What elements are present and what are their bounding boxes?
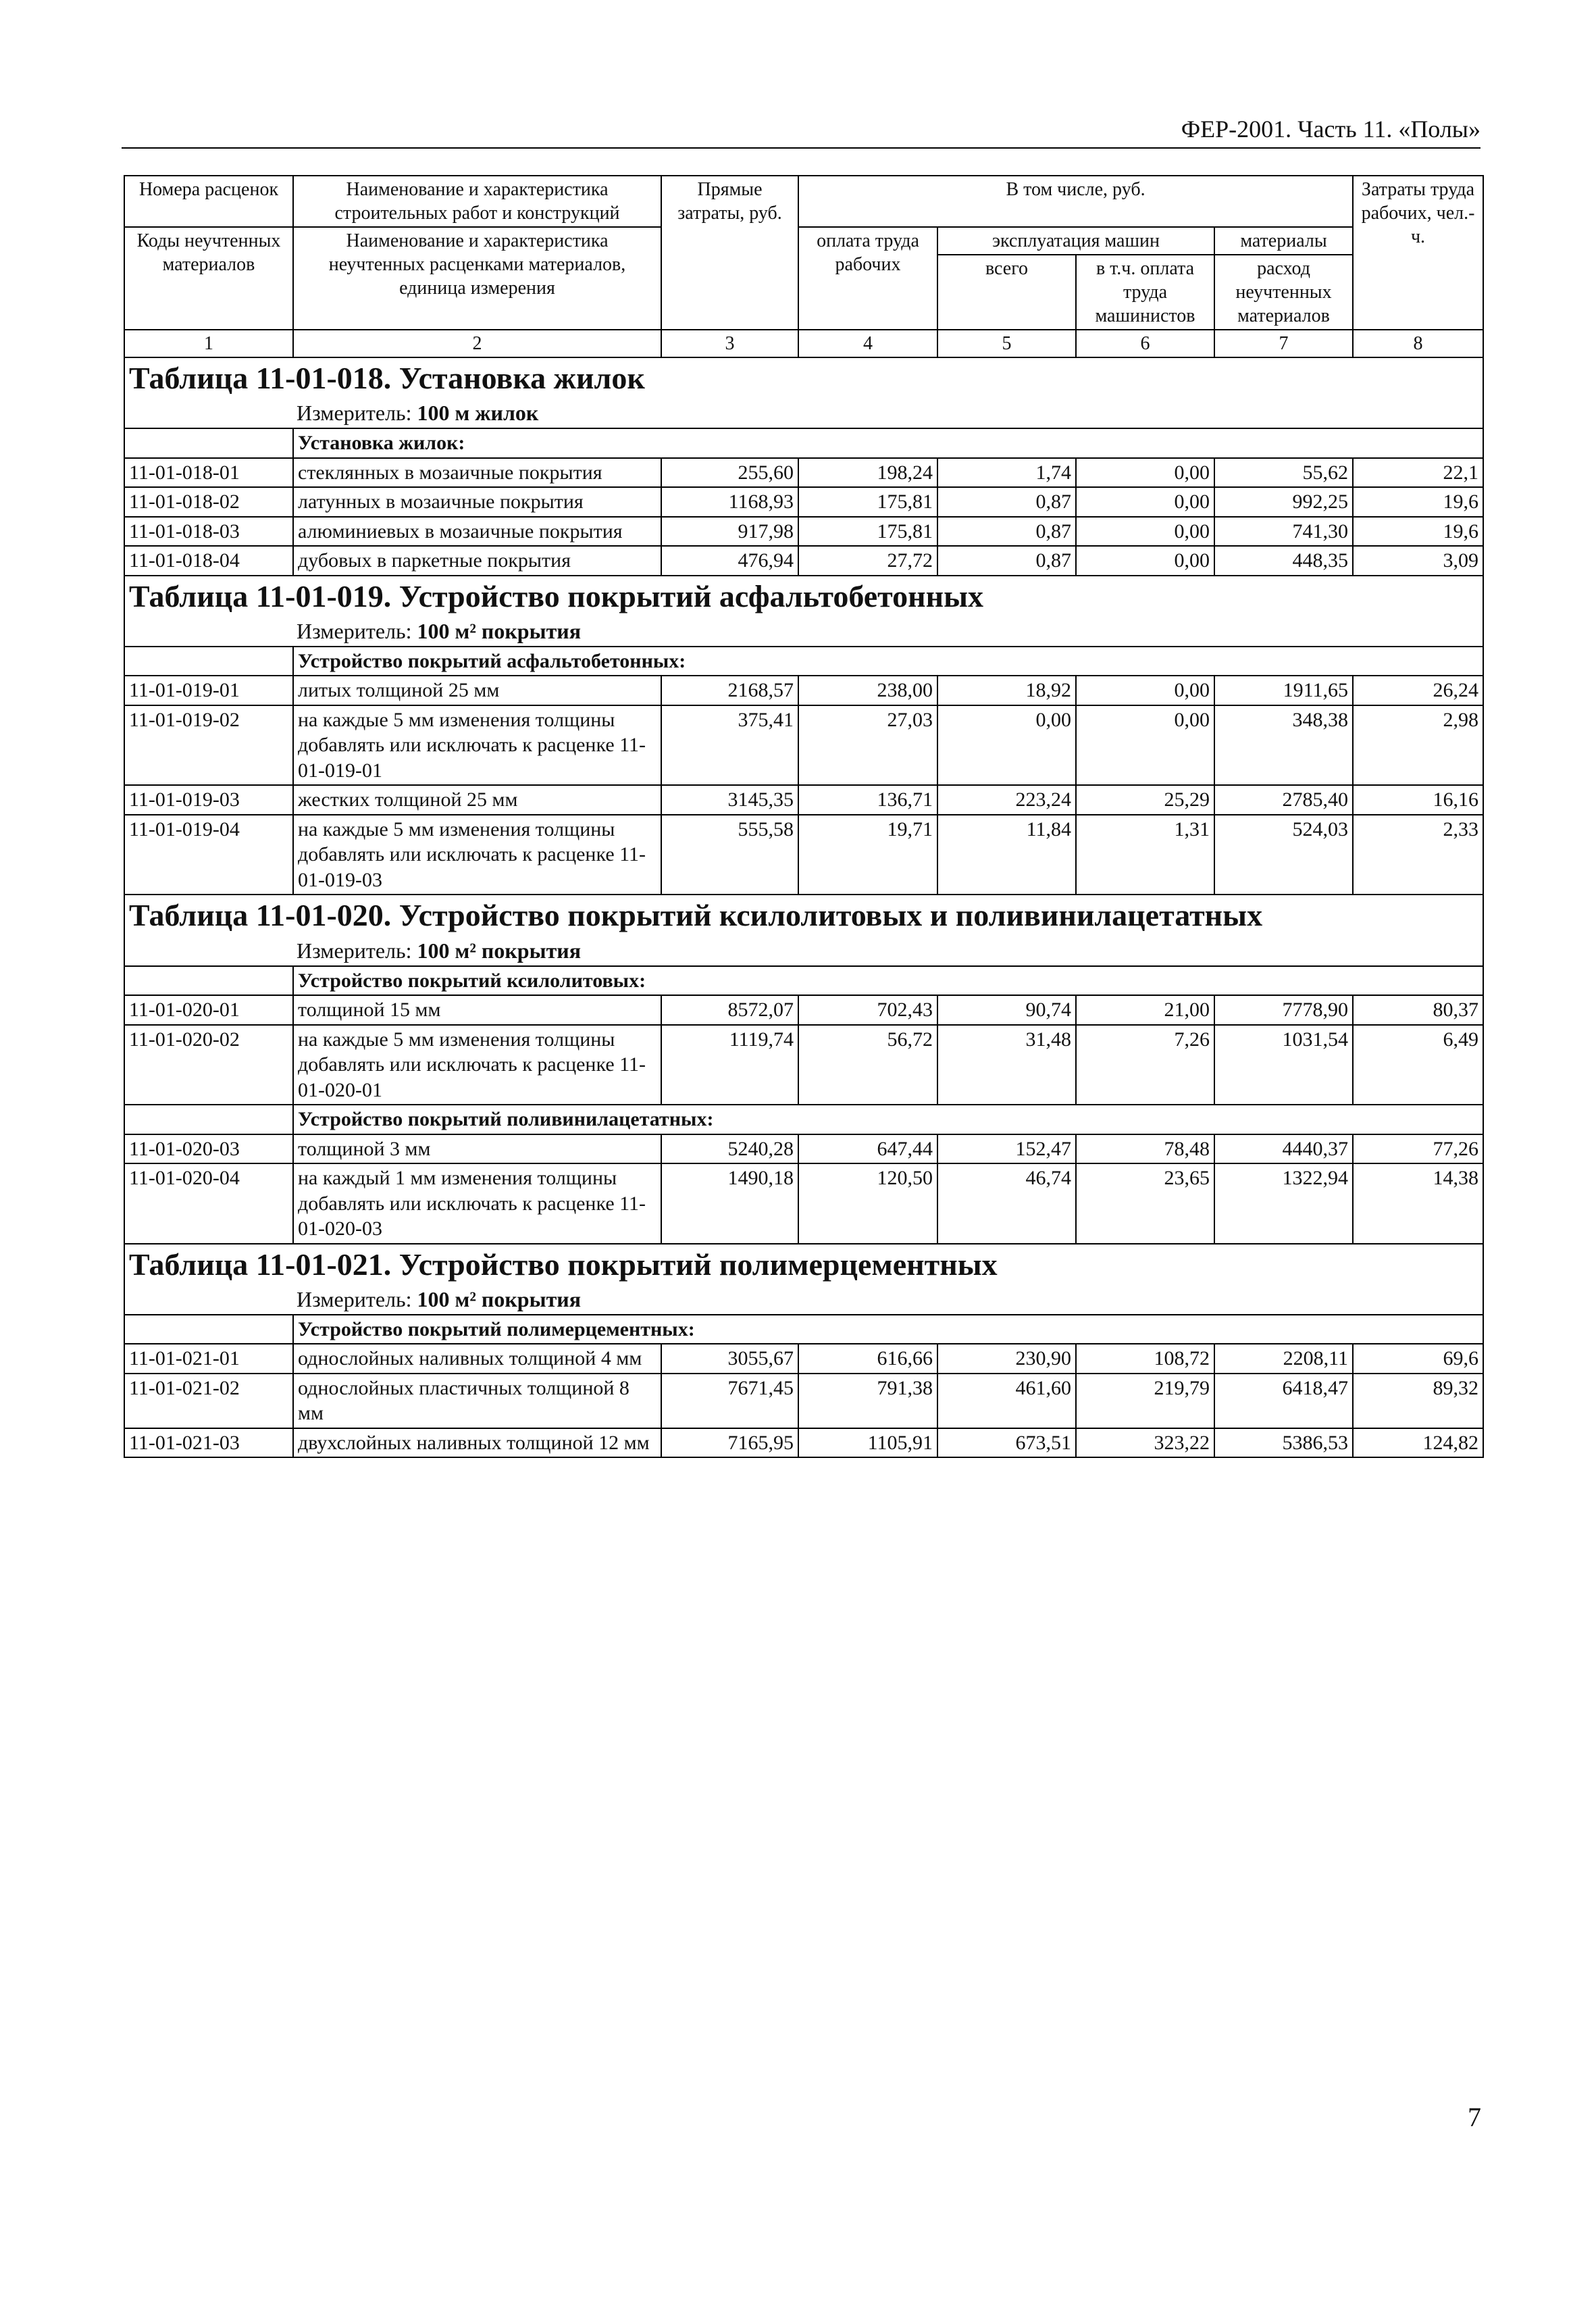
header-work-name: Наименование и характеристика строительных работ и конструкций <box>293 176 661 227</box>
direct-costs-cell: 7165,95 <box>661 1428 798 1458</box>
column-number: 8 <box>1353 330 1483 357</box>
machines-total-cell: 31,48 <box>937 1025 1076 1105</box>
machinist-pay-cell: 1,31 <box>1076 815 1214 895</box>
labor-hours-cell: 16,16 <box>1353 785 1483 815</box>
worker-pay-cell: 175,81 <box>798 517 937 547</box>
machinist-pay-cell: 0,00 <box>1076 458 1214 488</box>
worker-pay-cell: 647,44 <box>798 1134 937 1164</box>
header-worker-pay: оплата труда рабочих <box>798 227 937 330</box>
work-name-cell: однослойных наливных толщиной 4 мм <box>293 1344 661 1374</box>
work-name-cell: толщиной 15 мм <box>293 995 661 1025</box>
labor-hours-cell: 3,09 <box>1353 546 1483 576</box>
machinist-pay-cell: 78,48 <box>1076 1134 1214 1164</box>
header-material-usage: расход неучтенных материалов <box>1214 255 1353 330</box>
materials-cell: 55,62 <box>1214 458 1353 488</box>
rate-code-cell: 11-01-019-02 <box>124 705 293 786</box>
materials-cell: 741,30 <box>1214 517 1353 547</box>
measure-unit <box>297 937 1478 964</box>
rate-code-cell: 11-01-021-03 <box>124 1428 293 1458</box>
materials-cell: 1911,65 <box>1214 676 1353 705</box>
labor-hours-cell: 14,38 <box>1353 1163 1483 1244</box>
rate-code-cell: 11-01-018-04 <box>124 546 293 576</box>
column-number: 7 <box>1214 330 1353 357</box>
work-name-cell: литых толщиной 25 мм <box>293 676 661 705</box>
rate-code-cell: 11-01-021-01 <box>124 1344 293 1374</box>
rate-code-cell: 11-01-019-03 <box>124 785 293 815</box>
work-name-cell: алюминиевых в мозаичные покрытия <box>293 517 661 547</box>
rate-code-cell: 11-01-018-03 <box>124 517 293 547</box>
table-title: Таблица 11-01-018. Установка жилок <box>129 361 645 395</box>
table-title: Таблица 11-01-020. Устройство покрытий ксилолитовых и поливинилацетатных <box>129 898 1263 933</box>
materials-cell: 6418,47 <box>1214 1374 1353 1428</box>
measure-value: 100 м² покрытия <box>417 938 582 963</box>
work-name-cell: на каждые 5 мм изменения толщины добавлять или исключать к расценке 11-01-019-03 <box>293 815 661 895</box>
labor-hours-cell: 80,37 <box>1353 995 1483 1025</box>
table-row <box>124 546 1483 576</box>
column-numbers-row <box>124 330 1483 357</box>
direct-costs-cell: 555,58 <box>661 815 798 895</box>
header-materials: материалы <box>1214 227 1353 255</box>
rate-code-cell: 11-01-019-01 <box>124 676 293 705</box>
subheader-spacer <box>124 1315 293 1344</box>
direct-costs-cell: 1168,93 <box>661 487 798 517</box>
table-row <box>124 815 1483 895</box>
rate-code-cell: 11-01-020-01 <box>124 995 293 1025</box>
labor-hours-cell: 6,49 <box>1353 1025 1483 1105</box>
machinist-pay-cell: 219,79 <box>1076 1374 1214 1428</box>
rates-table <box>124 175 1484 1458</box>
materials-cell: 2785,40 <box>1214 785 1353 815</box>
measure-label: Измеритель: <box>297 618 412 643</box>
table-row <box>124 705 1483 786</box>
materials-cell: 448,35 <box>1214 546 1353 576</box>
group-subheader: Устройство покрытий ксилолитовых: <box>293 966 1483 996</box>
machines-total-cell: 0,87 <box>937 546 1076 576</box>
measure-unit <box>297 618 1478 645</box>
page-number: 7 <box>1468 2102 1481 2132</box>
table-title: Таблица 11-01-021. Устройство покрытий полимерцементных <box>129 1247 998 1282</box>
worker-pay-cell: 1105,91 <box>798 1428 937 1458</box>
measure-label: Измеритель: <box>297 938 412 963</box>
direct-costs-cell: 1119,74 <box>661 1025 798 1105</box>
table-row <box>124 676 1483 705</box>
labor-hours-cell: 2,33 <box>1353 815 1483 895</box>
machinist-pay-cell: 23,65 <box>1076 1163 1214 1244</box>
rate-code-cell: 11-01-018-01 <box>124 458 293 488</box>
worker-pay-cell: 702,43 <box>798 995 937 1025</box>
machines-total-cell: 0,87 <box>937 487 1076 517</box>
direct-costs-cell: 917,98 <box>661 517 798 547</box>
column-number: 3 <box>661 330 798 357</box>
worker-pay-cell: 791,38 <box>798 1374 937 1428</box>
labor-hours-cell: 77,26 <box>1353 1134 1483 1164</box>
group-subheader: Устройство покрытий асфальтобетонных: <box>293 647 1483 676</box>
worker-pay-cell: 56,72 <box>798 1025 937 1105</box>
direct-costs-cell: 5240,28 <box>661 1134 798 1164</box>
table-row <box>124 995 1483 1025</box>
direct-costs-cell: 2168,57 <box>661 676 798 705</box>
table-row <box>124 458 1483 488</box>
rate-code-cell: 11-01-020-04 <box>124 1163 293 1244</box>
work-name-cell: на каждые 5 мм изменения толщины добавлять или исключать к расценке 11-01-019-01 <box>293 705 661 786</box>
subheader-spacer <box>124 966 293 996</box>
machines-total-cell: 230,90 <box>937 1344 1076 1374</box>
rate-code-cell: 11-01-018-02 <box>124 487 293 517</box>
direct-costs-cell: 476,94 <box>661 546 798 576</box>
materials-cell: 1322,94 <box>1214 1163 1353 1244</box>
machinist-pay-cell: 323,22 <box>1076 1428 1214 1458</box>
table-row <box>124 1428 1483 1458</box>
materials-cell: 524,03 <box>1214 815 1353 895</box>
table-row <box>124 1374 1483 1428</box>
direct-costs-cell: 8572,07 <box>661 995 798 1025</box>
work-name-cell: стеклянных в мозаичные покрытия <box>293 458 661 488</box>
column-number: 2 <box>293 330 661 357</box>
worker-pay-cell: 136,71 <box>798 785 937 815</box>
labor-hours-cell: 19,6 <box>1353 487 1483 517</box>
machinist-pay-cell: 0,00 <box>1076 487 1214 517</box>
table-section-title <box>124 895 1483 965</box>
column-number: 6 <box>1076 330 1214 357</box>
machines-total-cell: 673,51 <box>937 1428 1076 1458</box>
direct-costs-cell: 255,60 <box>661 458 798 488</box>
table-row <box>124 785 1483 815</box>
header-material-name: Наименование и характеристика неучтенных расценками материалов, единица измерения <box>293 227 661 330</box>
table-row <box>124 1344 1483 1374</box>
machines-total-cell: 46,74 <box>937 1163 1076 1244</box>
work-name-cell: двухслойных наливных толщиной 12 мм <box>293 1428 661 1458</box>
header-machines: эксплуатация машин <box>937 227 1214 255</box>
group-subheader: Установка жилок: <box>293 428 1483 458</box>
rate-code-cell: 11-01-021-02 <box>124 1374 293 1428</box>
machines-total-cell: 0,00 <box>937 705 1076 786</box>
machines-total-cell: 152,47 <box>937 1134 1076 1164</box>
measure-unit <box>297 1286 1478 1313</box>
subheader-spacer <box>124 647 293 676</box>
materials-cell: 4440,37 <box>1214 1134 1353 1164</box>
materials-cell: 7778,90 <box>1214 995 1353 1025</box>
header-machines-total: всего <box>937 255 1076 330</box>
subheader-spacer <box>124 1105 293 1134</box>
measure-label: Измеритель: <box>297 401 412 426</box>
machinist-pay-cell: 0,00 <box>1076 676 1214 705</box>
table-row <box>124 517 1483 547</box>
labor-hours-cell: 22,1 <box>1353 458 1483 488</box>
worker-pay-cell: 238,00 <box>798 676 937 705</box>
work-name-cell: жестких толщиной 25 мм <box>293 785 661 815</box>
machinist-pay-cell: 108,72 <box>1076 1344 1214 1374</box>
machinist-pay-cell: 25,29 <box>1076 785 1214 815</box>
rate-code-cell: 11-01-019-04 <box>124 815 293 895</box>
materials-cell: 5386,53 <box>1214 1428 1353 1458</box>
materials-cell: 992,25 <box>1214 487 1353 517</box>
work-name-cell: однослойных пластичных толщиной 8 мм <box>293 1374 661 1428</box>
direct-costs-cell: 7671,45 <box>661 1374 798 1428</box>
worker-pay-cell: 27,03 <box>798 705 937 786</box>
subheader-spacer <box>124 428 293 458</box>
header-including: В том числе, руб. <box>798 176 1353 227</box>
measure-value: 100 м² покрытия <box>417 618 582 643</box>
direct-costs-cell: 3145,35 <box>661 785 798 815</box>
rate-code-cell: 11-01-020-02 <box>124 1025 293 1105</box>
labor-hours-cell: 69,6 <box>1353 1344 1483 1374</box>
header-rate-numbers: Номера расценок <box>124 176 293 227</box>
table-row <box>124 1163 1483 1244</box>
group-subheader: Устройство покрытий полимерцементных: <box>293 1315 1483 1344</box>
column-number: 5 <box>937 330 1076 357</box>
materials-cell: 348,38 <box>1214 705 1353 786</box>
direct-costs-cell: 3055,67 <box>661 1344 798 1374</box>
labor-hours-cell: 19,6 <box>1353 517 1483 547</box>
column-number: 4 <box>798 330 937 357</box>
page-header: ФЕР-2001. Часть 11. «Полы» <box>122 115 1481 149</box>
worker-pay-cell: 175,81 <box>798 487 937 517</box>
machinist-pay-cell: 0,00 <box>1076 546 1214 576</box>
labor-hours-cell: 2,98 <box>1353 705 1483 786</box>
worker-pay-cell: 27,72 <box>798 546 937 576</box>
table-row <box>124 1134 1483 1164</box>
header-material-codes: Коды неучтенных материалов <box>124 227 293 330</box>
work-name-cell: толщиной 3 мм <box>293 1134 661 1164</box>
materials-cell: 1031,54 <box>1214 1025 1353 1105</box>
machines-total-cell: 11,84 <box>937 815 1076 895</box>
machines-total-cell: 0,87 <box>937 517 1076 547</box>
worker-pay-cell: 616,66 <box>798 1344 937 1374</box>
work-name-cell: латунных в мозаичные покрытия <box>293 487 661 517</box>
table-section-title <box>124 576 1483 647</box>
work-name-cell: на каждые 5 мм изменения толщины добавлять или исключать к расценке 11-01-020-01 <box>293 1025 661 1105</box>
worker-pay-cell: 120,50 <box>798 1163 937 1244</box>
measure-value: 100 м жилок <box>417 401 539 426</box>
labor-hours-cell: 89,32 <box>1353 1374 1483 1428</box>
machinist-pay-cell: 0,00 <box>1076 705 1214 786</box>
machines-total-cell: 90,74 <box>937 995 1076 1025</box>
header-labor-hours: Затраты труда рабочих, чел.-ч. <box>1353 176 1483 330</box>
header-machinist-pay: в т.ч. оплата труда машинистов <box>1076 255 1214 330</box>
table-row <box>124 1025 1483 1105</box>
machines-total-cell: 18,92 <box>937 676 1076 705</box>
group-subheader: Устройство покрытий поливинилацетатных: <box>293 1105 1483 1134</box>
machines-total-cell: 1,74 <box>937 458 1076 488</box>
machinist-pay-cell: 7,26 <box>1076 1025 1214 1105</box>
table-row <box>124 487 1483 517</box>
labor-hours-cell: 124,82 <box>1353 1428 1483 1458</box>
column-number: 1 <box>124 330 293 357</box>
machines-total-cell: 461,60 <box>937 1374 1076 1428</box>
materials-cell: 2208,11 <box>1214 1344 1353 1374</box>
labor-hours-cell: 26,24 <box>1353 676 1483 705</box>
measure-value: 100 м² покрытия <box>417 1286 582 1311</box>
work-name-cell: на каждый 1 мм изменения толщины добавлять или исключать к расценке 11-01-020-03 <box>293 1163 661 1244</box>
table-title: Таблица 11-01-019. Устройство покрытий асфальтобетонных <box>129 578 984 613</box>
machines-total-cell: 223,24 <box>937 785 1076 815</box>
table-section-title <box>124 1244 1483 1315</box>
measure-unit <box>297 399 1478 426</box>
direct-costs-cell: 1490,18 <box>661 1163 798 1244</box>
work-name-cell: дубовых в паркетные покрытия <box>293 546 661 576</box>
direct-costs-cell: 375,41 <box>661 705 798 786</box>
worker-pay-cell: 19,71 <box>798 815 937 895</box>
worker-pay-cell: 198,24 <box>798 458 937 488</box>
table-section-title <box>124 357 1483 428</box>
machinist-pay-cell: 21,00 <box>1076 995 1214 1025</box>
rate-code-cell: 11-01-020-03 <box>124 1134 293 1164</box>
header-direct-costs: Прямые затраты, руб. <box>661 176 798 330</box>
machinist-pay-cell: 0,00 <box>1076 517 1214 547</box>
measure-label: Измеритель: <box>297 1286 412 1311</box>
